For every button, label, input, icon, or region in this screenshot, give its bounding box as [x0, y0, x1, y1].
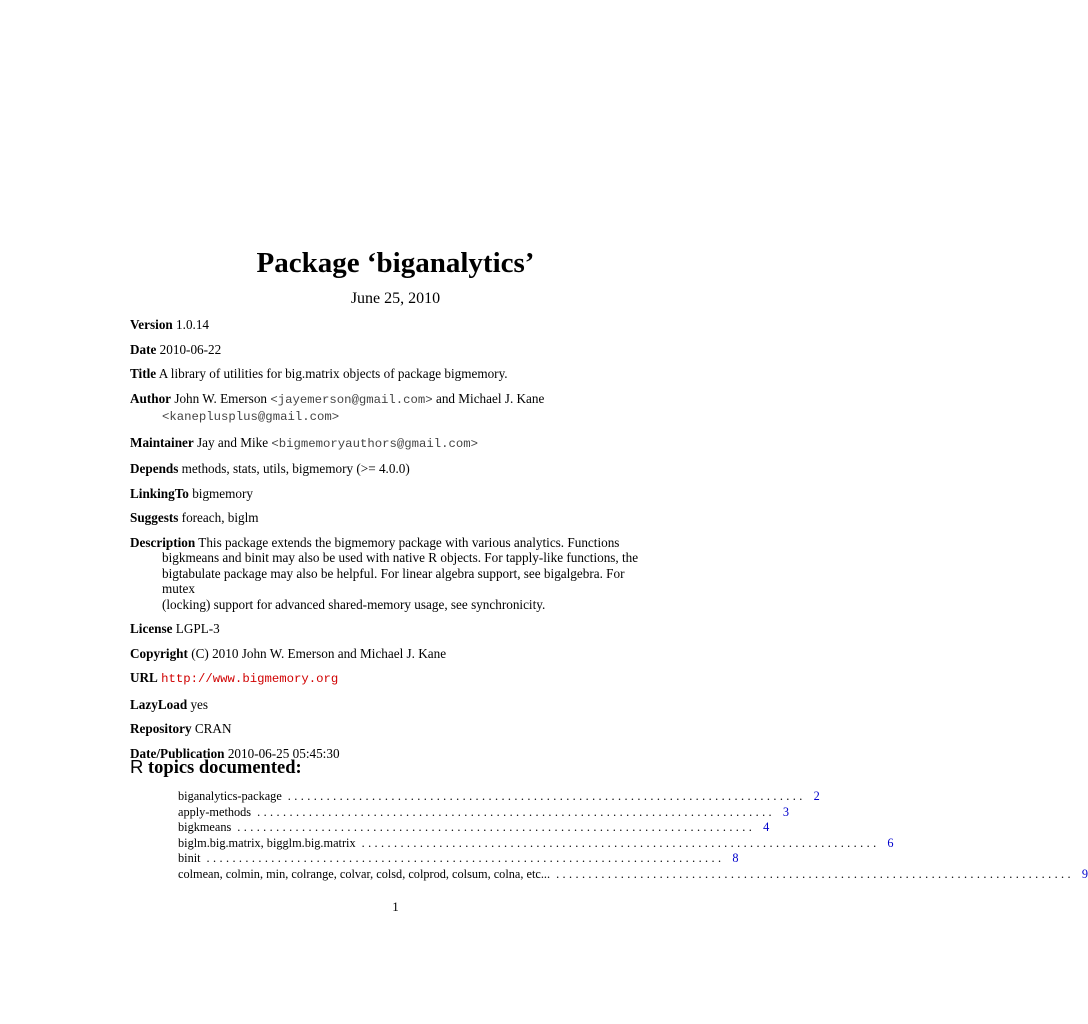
toc-entry[interactable]	[178, 789, 820, 805]
field-key: License	[130, 621, 173, 636]
field-license	[130, 621, 660, 637]
description-line: bigkmeans and binit may also be used with native R objects. For tapply-like functions, the	[162, 550, 639, 565]
toc-leader-dots: ................................................................................	[556, 866, 1074, 881]
description-line: This package extends the bigmemory package with various analytics. Functions	[198, 534, 620, 550]
toc-page-link[interactable]: 6	[887, 835, 894, 850]
toc-entry-name: bigkmeans	[178, 820, 232, 834]
field-key: Date/Publication	[130, 745, 225, 761]
field-value: 2010-06-25 05:45:30	[227, 745, 340, 761]
topics-heading	[130, 756, 302, 779]
field-value: (C) 2010 John W. Emerson and Michael J. Kane	[191, 645, 447, 661]
description-line: (locking) support for advanced shared-memory usage, see synchronicity.	[162, 596, 546, 612]
field-copyright	[130, 646, 660, 662]
field-key: LazyLoad	[130, 696, 188, 712]
toc-leader-dots: ................................................................................	[361, 835, 880, 850]
field-value: A library of utilities for big.matrix objects of package bigmemory.	[158, 366, 508, 381]
toc-entry-name: biglm.big.matrix, bigglm.big.matrix	[178, 835, 356, 850]
field-linkingto	[130, 486, 660, 502]
field-maintainer	[130, 435, 660, 453]
field-value: 1.0.14	[176, 317, 210, 332]
r-logo-text: R	[130, 756, 144, 777]
field-suggests	[130, 510, 660, 526]
field-key: LinkingTo	[130, 485, 189, 501]
field-title	[130, 366, 660, 382]
description-line: bigtabulate package may also be helpful. For linear algebra support, see bigalgebra. For mutex	[162, 565, 625, 596]
toc-leader-dots: ................................................................................	[237, 820, 756, 834]
toc-page-link[interactable]: 9	[1081, 866, 1088, 881]
url-link[interactable]: http://www.bigmemory.org	[161, 672, 339, 686]
toc-entry-name: colmean, colmin, min, colrange, colvar, colsd, colprod, colsum, colna, etc...	[178, 866, 551, 881]
page-number: 1	[392, 899, 399, 914]
author-email: <jayemerson@gmail.com>	[270, 392, 433, 407]
field-key: Repository	[130, 721, 192, 736]
field-description	[130, 535, 660, 613]
field-url	[130, 670, 660, 688]
field-value: bigmemory	[192, 485, 254, 501]
toc-page-link[interactable]: 4	[763, 820, 770, 834]
toc-page-link[interactable]: 3	[782, 804, 790, 819]
field-value: LGPL-3	[175, 621, 220, 636]
field-key: Depends	[130, 461, 179, 476]
field-key: Maintainer	[130, 434, 194, 450]
toc-entry-name: binit	[178, 851, 201, 865]
toc-leader-dots: ................................................................................	[206, 851, 725, 865]
field-key: URL	[130, 670, 158, 685]
topics-heading-text: topics documented:	[148, 758, 302, 778]
field-value: foreach, biglm	[181, 510, 259, 525]
toc-page-link[interactable]: 8	[732, 851, 739, 865]
author-joiner: and Michael J. Kane	[435, 390, 545, 406]
field-value: 2010-06-22	[159, 341, 222, 357]
field-value: methods, stats, utils, bigmemory (>= 4.0.0)	[181, 461, 410, 476]
table-of-contents	[178, 789, 1088, 882]
toc-leader-dots: ................................................................................	[287, 789, 806, 803]
author-name: John W. Emerson	[174, 390, 268, 406]
toc-entry[interactable]	[178, 866, 1088, 883]
field-key: Description	[130, 534, 196, 550]
document-date: June 25, 2010	[350, 290, 441, 307]
field-key: Copyright	[130, 645, 188, 661]
field-key: Version	[130, 317, 173, 332]
field-key: Date	[130, 341, 157, 357]
field-value: yes	[190, 696, 209, 712]
toc-entry[interactable]	[178, 820, 770, 836]
description-fields	[130, 317, 660, 770]
field-value: CRAN	[194, 721, 232, 736]
toc-entry[interactable]	[178, 804, 790, 821]
maintainer-name: Jay and Mike	[197, 434, 269, 450]
field-key: Suggests	[130, 510, 179, 525]
toc-entry-name: biganalytics-package	[178, 789, 282, 803]
field-key: Title	[130, 366, 157, 381]
field-depends	[130, 461, 660, 477]
toc-page-link[interactable]: 2	[813, 789, 820, 803]
field-repository	[130, 721, 660, 737]
toc-entry-name: apply-methods	[178, 804, 252, 819]
field-date	[130, 342, 660, 358]
field-key: Author	[130, 390, 172, 406]
maintainer-email: <bigmemoryauthors@gmail.com>	[271, 436, 479, 451]
field-version	[130, 317, 660, 333]
toc-entry[interactable]	[178, 851, 739, 867]
field-author	[130, 391, 660, 426]
field-lazyload	[130, 697, 660, 713]
toc-leader-dots: ................................................................................	[257, 804, 776, 819]
author-email-second: <kaneplusplus@gmail.com>	[162, 410, 340, 424]
toc-entry[interactable]	[178, 835, 894, 852]
page-title: Package ‘biganalytics’	[256, 247, 535, 279]
